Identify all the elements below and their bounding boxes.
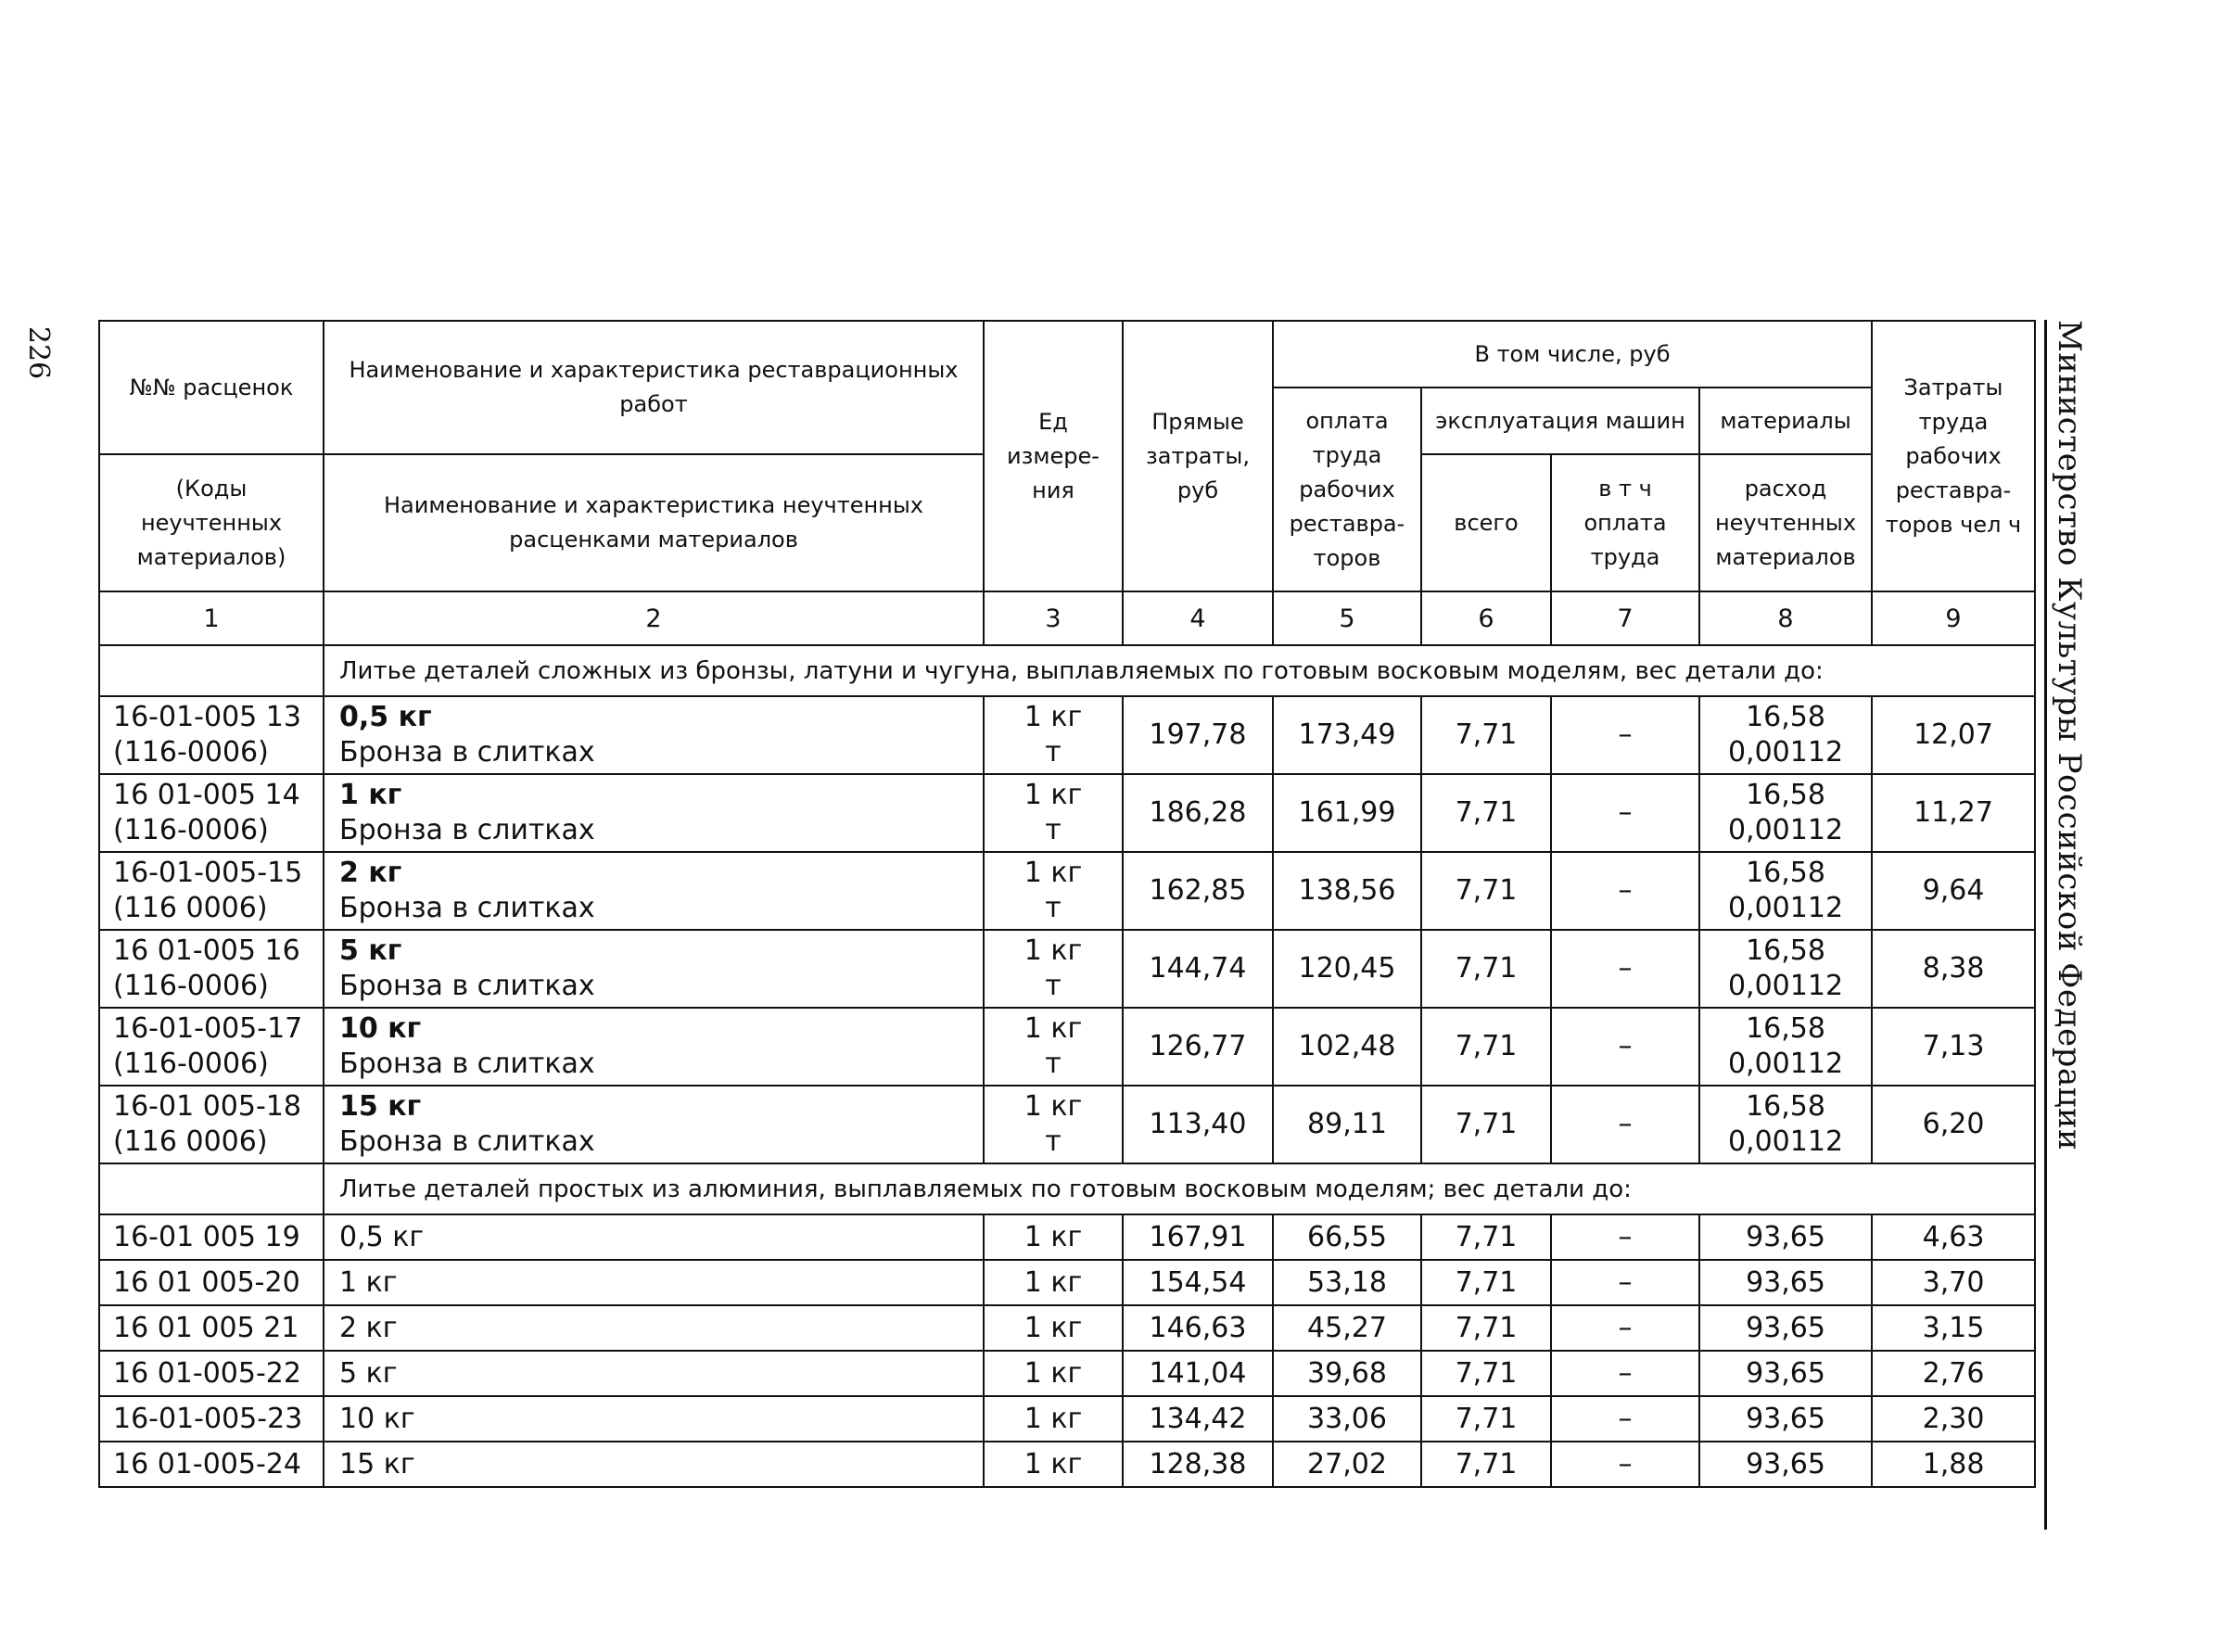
header-labor: оплата труда рабочих реставра-торов bbox=[1273, 388, 1421, 591]
work-name: 5 кг bbox=[324, 1351, 984, 1396]
direct-cost: 162,85 bbox=[1123, 852, 1273, 930]
labor-pay: 33,06 bbox=[1273, 1396, 1421, 1442]
machines-labor: – bbox=[1551, 1442, 1699, 1487]
rate-code: 16 01 005-20 bbox=[99, 1260, 324, 1305]
header-direct: Прямые затраты, руб bbox=[1123, 321, 1273, 591]
material-code: (116-0006) bbox=[113, 736, 269, 769]
material-unit: т bbox=[1045, 1125, 1062, 1158]
unit: 1 кг bbox=[1024, 1090, 1083, 1123]
labor-hours: 2,30 bbox=[1872, 1396, 2035, 1442]
table-row bbox=[99, 1351, 2035, 1396]
rate-code-cell bbox=[99, 696, 324, 774]
materials-price: 16,58 bbox=[1746, 1012, 1825, 1045]
unit-cell bbox=[984, 696, 1123, 774]
direct-cost: 146,63 bbox=[1123, 1305, 1273, 1351]
machines-labor: – bbox=[1551, 1305, 1699, 1351]
header-code-sub: (Коды неучтенных материалов) bbox=[99, 454, 324, 591]
header-name-sub: Наименование и характеристика неучтенных расценками материалов bbox=[324, 454, 984, 591]
work-name-cell bbox=[324, 696, 984, 774]
direct-cost: 186,28 bbox=[1123, 774, 1273, 852]
direct-cost: 154,54 bbox=[1123, 1260, 1273, 1305]
table-row bbox=[99, 852, 2035, 930]
machines-labor: – bbox=[1551, 1214, 1699, 1260]
rate-code-cell bbox=[99, 852, 324, 930]
materials-price: 93,65 bbox=[1699, 1305, 1872, 1351]
unit: 1 кг bbox=[984, 1305, 1123, 1351]
materials-cell bbox=[1699, 696, 1872, 774]
table-row bbox=[99, 1008, 2035, 1086]
material-unit: т bbox=[1045, 970, 1062, 1002]
rate-code: 16 01-005 14 bbox=[113, 779, 300, 811]
unit-cell bbox=[984, 930, 1123, 1008]
machines-total: 7,71 bbox=[1421, 1351, 1551, 1396]
table-row bbox=[99, 1442, 2035, 1487]
materials-qty: 0,00112 bbox=[1727, 736, 1844, 769]
rate-code: 16 01-005-24 bbox=[99, 1442, 324, 1487]
direct-cost: 197,78 bbox=[1123, 696, 1273, 774]
work-name: 2 кг bbox=[324, 1305, 984, 1351]
header-incl-labor: в т ч оплата труда bbox=[1551, 454, 1699, 591]
rate-code: 16-01-005-17 bbox=[113, 1012, 303, 1045]
labor-pay: 45,27 bbox=[1273, 1305, 1421, 1351]
material-code: (116 0006) bbox=[113, 1125, 268, 1158]
header-total: всего bbox=[1421, 454, 1551, 591]
unit: 1 кг bbox=[984, 1396, 1123, 1442]
machines-labor: – bbox=[1551, 1260, 1699, 1305]
unit: 1 кг bbox=[1024, 701, 1083, 733]
material-name: Бронза в слитках bbox=[339, 1125, 595, 1158]
column-number: 4 bbox=[1123, 591, 1273, 645]
table-row bbox=[99, 930, 2035, 1008]
materials-qty: 0,00112 bbox=[1727, 814, 1844, 846]
rate-code-cell bbox=[99, 774, 324, 852]
machines-labor: – bbox=[1551, 774, 1699, 852]
section-heading-2 bbox=[99, 1163, 2035, 1214]
unit-cell bbox=[984, 852, 1123, 930]
machines-labor: – bbox=[1551, 930, 1699, 1008]
labor-pay: 161,99 bbox=[1273, 774, 1421, 852]
rate-code: 16-01-005-23 bbox=[99, 1396, 324, 1442]
unit: 1 кг bbox=[984, 1442, 1123, 1487]
work-name-cell bbox=[324, 852, 984, 930]
side-title bbox=[2041, 320, 2097, 1151]
unit-cell bbox=[984, 1086, 1123, 1163]
labor-hours: 3,70 bbox=[1872, 1260, 2035, 1305]
material-unit: т bbox=[1045, 892, 1062, 924]
machines-total: 7,71 bbox=[1421, 696, 1551, 774]
labor-hours: 1,88 bbox=[1872, 1442, 2035, 1487]
work-name: 15 кг bbox=[339, 1090, 422, 1123]
direct-cost: 126,77 bbox=[1123, 1008, 1273, 1086]
material-name: Бронза в слитках bbox=[339, 970, 595, 1002]
direct-cost: 167,91 bbox=[1123, 1214, 1273, 1260]
rates-table bbox=[98, 320, 2036, 1488]
labor-pay: 27,02 bbox=[1273, 1442, 1421, 1487]
direct-cost: 144,74 bbox=[1123, 930, 1273, 1008]
materials-price: 16,58 bbox=[1746, 934, 1825, 967]
material-name: Бронза в слитках bbox=[339, 736, 595, 769]
header-materials: материалы bbox=[1699, 388, 1872, 454]
work-name-cell bbox=[324, 1086, 984, 1163]
materials-qty: 0,00112 bbox=[1727, 970, 1844, 1002]
machines-labor: – bbox=[1551, 696, 1699, 774]
section-heading-1 bbox=[99, 645, 2035, 696]
labor-pay: 138,56 bbox=[1273, 852, 1421, 930]
materials-cell bbox=[1699, 1008, 1872, 1086]
rate-code: 16-01-005 13 bbox=[113, 701, 301, 733]
material-code: (116 0006) bbox=[113, 892, 268, 924]
labor-pay: 39,68 bbox=[1273, 1351, 1421, 1396]
labor-hours: 8,38 bbox=[1872, 930, 2035, 1008]
column-number: 2 bbox=[324, 591, 984, 645]
materials-cell bbox=[1699, 852, 1872, 930]
labor-pay: 102,48 bbox=[1273, 1008, 1421, 1086]
labor-pay: 66,55 bbox=[1273, 1214, 1421, 1260]
labor-hours: 4,63 bbox=[1872, 1214, 2035, 1260]
machines-total: 7,71 bbox=[1421, 1086, 1551, 1163]
work-name: 10 кг bbox=[339, 1012, 422, 1045]
work-name: 0,5 кг bbox=[324, 1214, 984, 1260]
work-name: 15 кг bbox=[324, 1442, 984, 1487]
material-code: (116-0006) bbox=[113, 814, 269, 846]
machines-labor: – bbox=[1551, 1351, 1699, 1396]
labor-hours: 9,64 bbox=[1872, 852, 2035, 930]
work-name-cell bbox=[324, 774, 984, 852]
column-number: 5 bbox=[1273, 591, 1421, 645]
column-number: 1 bbox=[99, 591, 324, 645]
table-row bbox=[99, 774, 2035, 852]
work-name-cell bbox=[324, 930, 984, 1008]
machines-total: 7,71 bbox=[1421, 1442, 1551, 1487]
materials-price: 93,65 bbox=[1699, 1351, 1872, 1396]
page-number-text: 226 bbox=[22, 325, 56, 379]
rate-code: 16 01 005 21 bbox=[99, 1305, 324, 1351]
rate-code: 16 01-005-22 bbox=[99, 1351, 324, 1396]
table-row bbox=[99, 1396, 2035, 1442]
materials-price: 16,58 bbox=[1746, 779, 1825, 811]
materials-price: 16,58 bbox=[1746, 1090, 1825, 1123]
unit-cell bbox=[984, 774, 1123, 852]
header-name: Наименование и характеристика реставрационных работ bbox=[324, 321, 984, 454]
page-number bbox=[20, 320, 57, 385]
labor-pay: 53,18 bbox=[1273, 1260, 1421, 1305]
material-unit: т bbox=[1045, 814, 1062, 846]
machines-total: 7,71 bbox=[1421, 1260, 1551, 1305]
direct-cost: 134,42 bbox=[1123, 1396, 1273, 1442]
unit: 1 кг bbox=[984, 1351, 1123, 1396]
materials-cell bbox=[1699, 1086, 1872, 1163]
column-number: 6 bbox=[1421, 591, 1551, 645]
material-code: (116-0006) bbox=[113, 1048, 269, 1080]
section-title-1: Литье деталей сложных из бронзы, латуни и чугуна, выплавляемых по готовым восковым моделям, вес детали до: bbox=[324, 645, 2035, 696]
column-number: 9 bbox=[1872, 591, 2035, 645]
work-name: 10 кг bbox=[324, 1396, 984, 1442]
header-labor-cost: Затраты труда рабочих реставра-торов чел ч bbox=[1872, 321, 2035, 591]
labor-hours: 3,15 bbox=[1872, 1305, 2035, 1351]
section-empty-cell bbox=[99, 1163, 324, 1214]
section-title-2: Литье деталей простых из алюминия, выплавляемых по готовым восковым моделям; вес детали до: bbox=[324, 1163, 2035, 1214]
labor-pay: 89,11 bbox=[1273, 1086, 1421, 1163]
machines-total: 7,71 bbox=[1421, 1396, 1551, 1442]
rate-code-cell bbox=[99, 930, 324, 1008]
material-name: Бронза в слитках bbox=[339, 814, 595, 846]
material-name: Бронза в слитках bbox=[339, 1048, 595, 1080]
header-consumption: расход неучтенных материалов bbox=[1699, 454, 1872, 591]
rate-code: 16 01-005 16 bbox=[113, 934, 300, 967]
work-name-cell bbox=[324, 1008, 984, 1086]
table-row bbox=[99, 1305, 2035, 1351]
materials-qty: 0,00112 bbox=[1727, 1125, 1844, 1158]
materials-price: 93,65 bbox=[1699, 1260, 1872, 1305]
table-row bbox=[99, 696, 2035, 774]
materials-qty: 0,00112 bbox=[1727, 1048, 1844, 1080]
machines-labor: – bbox=[1551, 1008, 1699, 1086]
unit: 1 кг bbox=[1024, 857, 1083, 889]
side-title-text: Министерство Культуры Российской Федерации bbox=[2051, 320, 2088, 1151]
materials-price: 16,58 bbox=[1746, 701, 1825, 733]
materials-price: 93,65 bbox=[1699, 1214, 1872, 1260]
labor-pay: 173,49 bbox=[1273, 696, 1421, 774]
column-number: 7 bbox=[1551, 591, 1699, 645]
rate-code-cell bbox=[99, 1086, 324, 1163]
machines-total: 7,71 bbox=[1421, 774, 1551, 852]
material-name: Бронза в слитках bbox=[339, 892, 595, 924]
labor-pay: 120,45 bbox=[1273, 930, 1421, 1008]
work-name: 2 кг bbox=[339, 857, 402, 889]
unit: 1 кг bbox=[1024, 1012, 1083, 1045]
machines-total: 7,71 bbox=[1421, 1214, 1551, 1260]
rate-code: 16-01 005-18 bbox=[113, 1090, 301, 1123]
unit-cell bbox=[984, 1008, 1123, 1086]
table-row bbox=[99, 1214, 2035, 1260]
header-unit: Ед измере-ния bbox=[984, 321, 1123, 591]
machines-total: 7,71 bbox=[1421, 1008, 1551, 1086]
rate-code-cell bbox=[99, 1008, 324, 1086]
section-empty-cell bbox=[99, 645, 324, 696]
direct-cost: 141,04 bbox=[1123, 1351, 1273, 1396]
column-number: 8 bbox=[1699, 591, 1872, 645]
column-number-row bbox=[99, 591, 2035, 645]
rate-code: 16-01 005 19 bbox=[99, 1214, 324, 1260]
header-machines: эксплуатация машин bbox=[1421, 388, 1699, 454]
machines-labor: – bbox=[1551, 1396, 1699, 1442]
machines-total: 7,71 bbox=[1421, 930, 1551, 1008]
materials-qty: 0,00112 bbox=[1727, 892, 1844, 924]
direct-cost: 113,40 bbox=[1123, 1086, 1273, 1163]
unit: 1 кг bbox=[984, 1214, 1123, 1260]
direct-cost: 128,38 bbox=[1123, 1442, 1273, 1487]
labor-hours: 6,20 bbox=[1872, 1086, 2035, 1163]
unit: 1 кг bbox=[1024, 934, 1083, 967]
material-code: (116-0006) bbox=[113, 970, 269, 1002]
table-row bbox=[99, 1260, 2035, 1305]
unit: 1 кг bbox=[1024, 779, 1083, 811]
labor-hours: 2,76 bbox=[1872, 1351, 2035, 1396]
materials-cell bbox=[1699, 774, 1872, 852]
labor-hours: 7,13 bbox=[1872, 1008, 2035, 1086]
materials-cell bbox=[1699, 930, 1872, 1008]
table-row bbox=[99, 1086, 2035, 1163]
materials-price: 16,58 bbox=[1746, 857, 1825, 889]
work-name: 0,5 кг bbox=[339, 701, 432, 733]
materials-price: 93,65 bbox=[1699, 1442, 1872, 1487]
material-unit: т bbox=[1045, 1048, 1062, 1080]
material-unit: т bbox=[1045, 736, 1062, 769]
machines-labor: – bbox=[1551, 1086, 1699, 1163]
machines-total: 7,71 bbox=[1421, 852, 1551, 930]
column-number: 3 bbox=[984, 591, 1123, 645]
machines-labor: – bbox=[1551, 852, 1699, 930]
labor-hours: 12,07 bbox=[1872, 696, 2035, 774]
materials-price: 93,65 bbox=[1699, 1396, 1872, 1442]
labor-hours: 11,27 bbox=[1872, 774, 2035, 852]
work-name: 1 кг bbox=[339, 779, 402, 811]
header-row-1 bbox=[99, 321, 2035, 388]
work-name: 1 кг bbox=[324, 1260, 984, 1305]
work-name: 5 кг bbox=[339, 934, 402, 967]
rate-code: 16-01-005-15 bbox=[113, 857, 303, 889]
machines-total: 7,71 bbox=[1421, 1305, 1551, 1351]
header-code: №№ расценок bbox=[99, 321, 324, 454]
unit: 1 кг bbox=[984, 1260, 1123, 1305]
header-incl: В том числе, руб bbox=[1273, 321, 1872, 388]
